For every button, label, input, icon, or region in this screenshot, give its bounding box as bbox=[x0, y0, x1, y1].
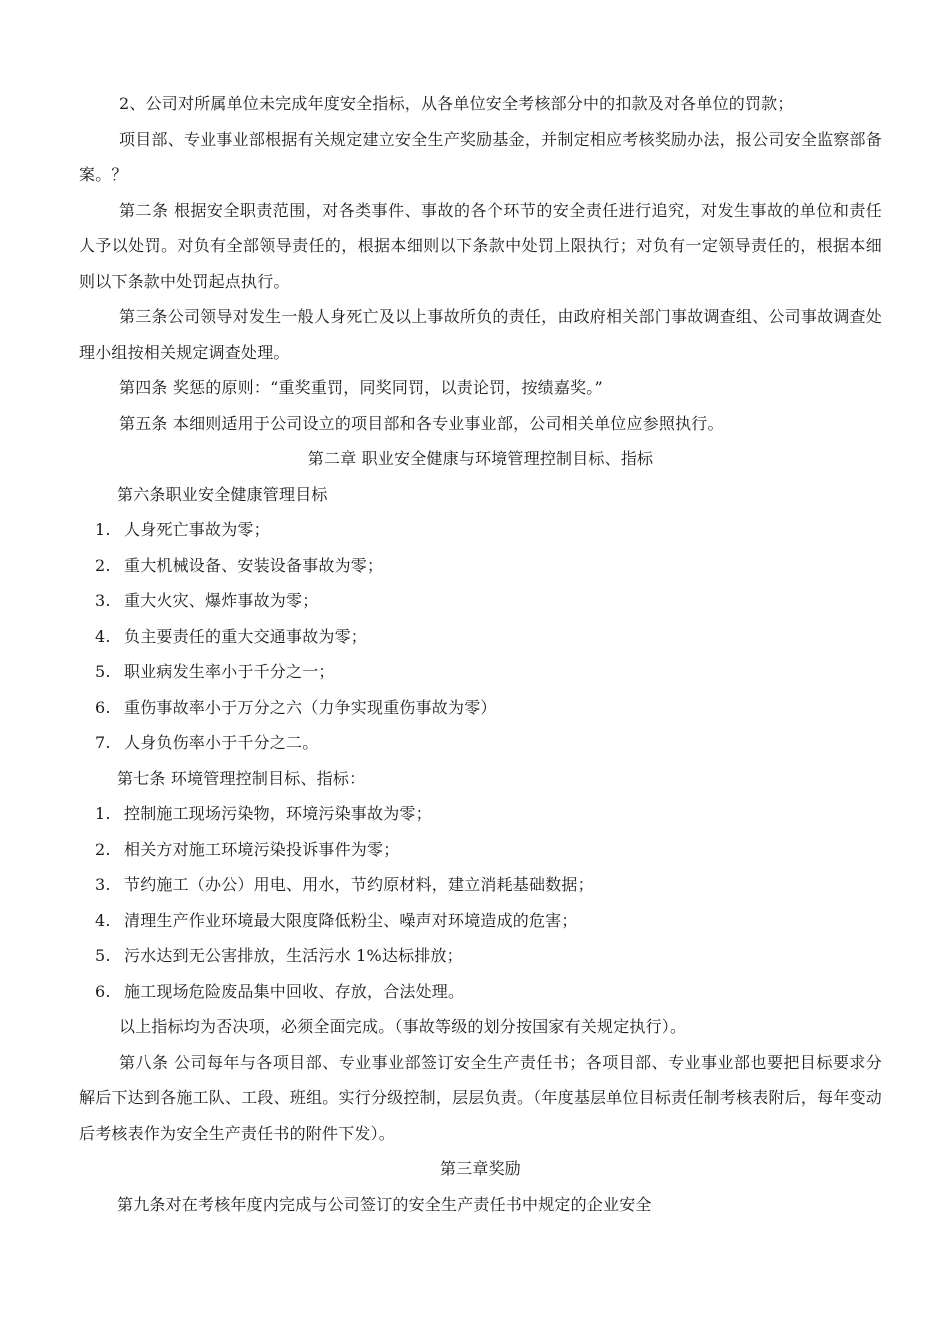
list-item bbox=[79, 903, 882, 939]
paragraph-article-2: 第二条 根据安全职责范围，对各类事件、事故的各个环节的安全责任进行追究，对发生事故的单位和责任人予以处罚。对负有全部领导责任的，根据本细则以下条款中处罚上限执行；对负有一定领导责任的，根据本细则以下条款中处罚起点执行。 bbox=[79, 200, 882, 291]
list-item-number: 6. bbox=[95, 981, 111, 1001]
paragraph-reward-fund: 项目部、专业事业部根据有关规定建立安全生产奖励基金，并制定相应考核奖励办法，报公司安全监察部备案。？ bbox=[79, 129, 882, 184]
list-item-text: 重大机械设备、安装设备事故为零； bbox=[124, 555, 384, 575]
list-item bbox=[79, 619, 882, 655]
list-item bbox=[79, 654, 882, 690]
paragraph-article-9: 第九条对在考核年度内完成与公司签订的安全生产责任书中规定的企业安全 bbox=[117, 1194, 652, 1214]
list-item bbox=[79, 974, 882, 1010]
article-7-title: 第七条 环境管理控制目标、指标： bbox=[117, 768, 366, 788]
article-7-list bbox=[79, 796, 882, 1009]
list-item-text: 清理生产作业环境最大限度降低粉尘、噪声对环境造成的危害； bbox=[124, 910, 578, 930]
list-item-text: 重伤事故率小于万分之六（力争实现重伤事故为零） bbox=[124, 697, 497, 717]
list-item-number: 5. bbox=[95, 946, 111, 965]
list-item bbox=[79, 832, 882, 868]
list-item bbox=[79, 583, 882, 619]
list-item-number: 5. bbox=[95, 662, 111, 681]
list-item-number: 4. bbox=[95, 910, 111, 930]
list-item-text: 施工现场危险废品集中回收、存放，合法处理。 bbox=[124, 981, 465, 1001]
list-item-text: 相关方对施工环境污染投诉事件为零； bbox=[124, 839, 400, 859]
list-item-text: 人身负伤率小于千分之二。 bbox=[124, 733, 319, 752]
paragraph-article-3: 第三条公司领导对发生一般人身死亡及以上事故所负的责任，由政府相关部门事故调查组、公司事故调查处理小组按相关规定调查处理。 bbox=[79, 307, 882, 362]
list-item bbox=[79, 690, 882, 726]
list-item-text: 控制施工现场污染物，环境污染事故为零； bbox=[124, 804, 432, 823]
document-page bbox=[79, 86, 882, 1222]
list-item bbox=[79, 725, 882, 761]
list-item-text: 职业病发生率小于千分之一； bbox=[124, 662, 335, 681]
list-item-number: 7. bbox=[95, 733, 111, 752]
list-item-text: 人身死亡事故为零； bbox=[124, 520, 270, 539]
list-item-number: 4. bbox=[95, 626, 111, 646]
list-item-text: 重大火灾、爆炸事故为零； bbox=[124, 591, 319, 610]
chapter-2-title: 第二章 职业安全健康与环境管理控制目标、指标 bbox=[307, 449, 654, 468]
list-item-number: 3. bbox=[95, 875, 111, 894]
list-item-number: 2. bbox=[95, 555, 111, 575]
list-item-text: 节约施工（办公）用电、用水，节约原材料，建立消耗基础数据； bbox=[124, 875, 594, 894]
list-item bbox=[79, 548, 882, 584]
article-6-list bbox=[79, 512, 882, 761]
chapter-3-title: 第三章奖励 bbox=[439, 1159, 521, 1178]
list-item-text: 污水达到无公害排放，生活污水 1%达标排放； bbox=[124, 946, 463, 965]
paragraph-article-8: 第八条 公司每年与各项目部、专业事业部签订安全生产责任书；各项目部、专业事业部也要把目标要求分解后下达到各施工队、工段、班组。实行分级控制，层层负责。（年度基层单位目标责任制考核表附后，每年变动后考核表作为安全生产责任书的附件下发）。 bbox=[79, 1052, 882, 1143]
article-6-title: 第六条职业安全健康管理目标 bbox=[117, 484, 328, 504]
list-item bbox=[79, 512, 882, 548]
paragraph-article-5: 第五条 本细则适用于公司设立的项目部和各专业事业部，公司相关单位应参照执行。 bbox=[119, 413, 724, 433]
list-item bbox=[79, 938, 882, 974]
list-item-text: 负主要责任的重大交通事故为零； bbox=[124, 626, 368, 646]
list-item bbox=[79, 867, 882, 903]
list-item-number: 1. bbox=[95, 520, 111, 539]
list-item bbox=[79, 796, 882, 832]
list-item-number: 2. bbox=[95, 839, 111, 859]
list-item-number: 6. bbox=[95, 697, 111, 717]
paragraph-summary: 以上指标均为否决项，必须全面完成。（事故等级的划分按国家有关规定执行）。 bbox=[119, 1017, 687, 1036]
paragraph-article-4: 第四条 奖惩的原则：“重奖重罚，同奖同罚，以责论罚，按绩嘉奖。” bbox=[119, 378, 603, 397]
paragraph-penalty-source: 2、公司对所属单位未完成年度安全指标，从各单位安全考核部分中的扣款及对各单位的罚款； bbox=[119, 94, 794, 113]
list-item-number: 1. bbox=[95, 804, 111, 823]
list-item-number: 3. bbox=[95, 591, 111, 610]
